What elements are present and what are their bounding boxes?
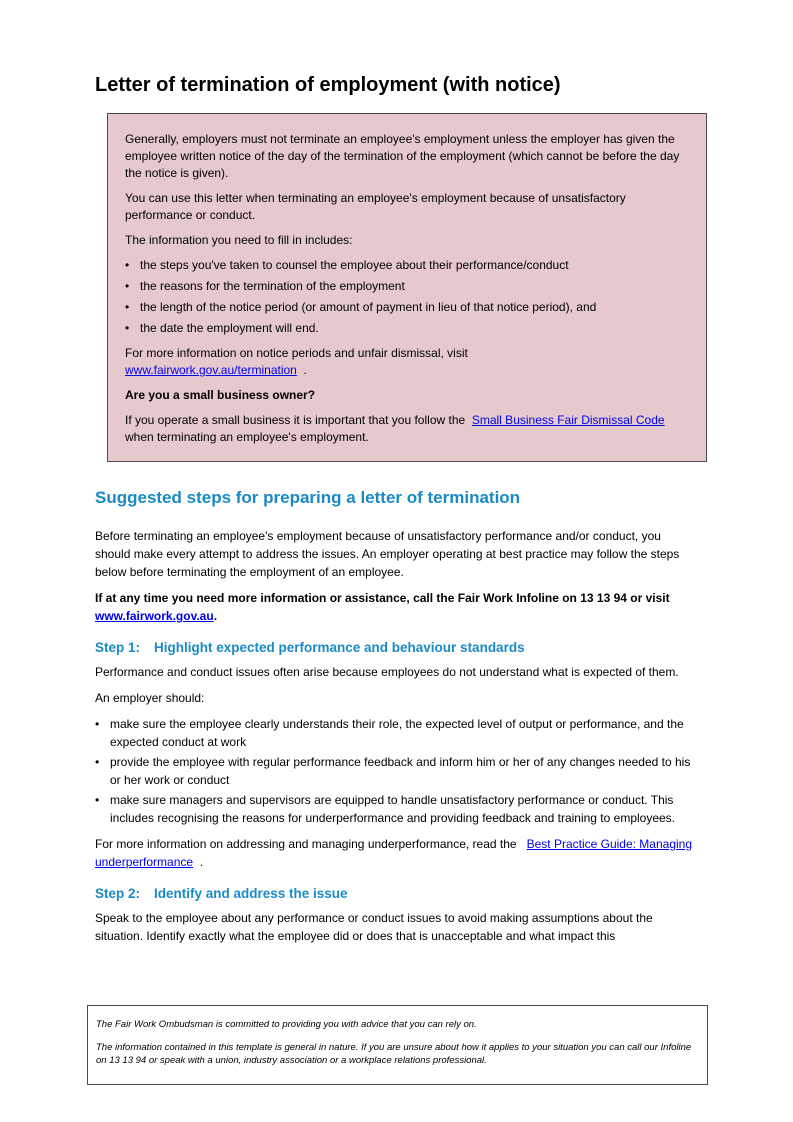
infoline-paragraph (95, 589, 693, 625)
info-paragraph: You can use this letter when terminating an employee's employment because of unsatisfactory performance or conduct. (125, 191, 626, 222)
small-business-code-link[interactable]: Small Business Fair Dismissal Code (471, 413, 665, 427)
list-item: • the length of the notice period (or amount of payment in lieu of that notice period), and (125, 299, 690, 316)
step-2-number: Step 2: (95, 886, 141, 901)
list-item: • the date the employment will end. (125, 320, 690, 337)
step-1-more-paragraph (95, 835, 693, 871)
more-info-text: For more information on notice periods and unfair dismissal, visit (125, 346, 468, 360)
section-heading: Suggested steps for preparing a letter of termination (95, 488, 521, 507)
step-2-paragraph: Speak to the employee about any performance or conduct issues to avoid making assumptions about the situation. Identify exactly what the employee did or does that is unacceptable and what impact this (95, 911, 653, 943)
step-1-paragraph: An employer should: (95, 691, 205, 705)
small-business-paragraph (125, 412, 690, 446)
step-1-paragraph: Performance and conduct issues often arise because employees do not understand what is expected of them. (95, 665, 679, 679)
infoline-end: . (213, 609, 218, 623)
info-paragraph: The information you need to fill in includes: (125, 233, 353, 247)
footer-line: The Fair Work Ombudsman is committed to providing you with advice that you can rely on. (96, 1019, 477, 1030)
page-title: Letter of termination of employment (with notice) (95, 74, 561, 96)
main-content (95, 485, 693, 953)
infoline-text: If at any time you need more information or assistance, call the Fair Work Infoline on 13 13 94 or visit (95, 591, 670, 605)
more-info-paragraph (125, 345, 690, 379)
step-1-more-text: For more information on addressing and managing underperformance, read the (95, 837, 517, 851)
fairwork-link[interactable]: www.fairwork.gov.au (95, 609, 214, 623)
list-item: • make sure managers and supervisors are equipped to handle unsatisfactory performance or conduct. This includes recognising the reasons for underperformance and providing feedback and training to employees. (95, 791, 693, 827)
termination-link[interactable]: www.fairwork.gov.au/termination (125, 363, 297, 377)
small-business-end: when terminating an employee's employment. (125, 430, 369, 444)
step-2-heading (95, 885, 693, 903)
list-item: • make sure the employee clearly understands their role, the expected level of output or performance, and the expected conduct at work (95, 715, 693, 751)
small-business-heading: Are you a small business owner? (125, 388, 316, 402)
list-item: • the steps you've taken to counsel the employee about their performance/conduct (125, 257, 690, 274)
intro-paragraph: Before terminating an employee's employment because of unsatisfactory performance and/or conduct, you should make every attempt to address the issues. An employer operating at best practice may follow the steps below before terminating the employment of an employee. (95, 529, 680, 579)
step-1-bullet-list (95, 715, 693, 827)
step-1-heading (95, 639, 693, 657)
list-item: • provide the employee with regular performance feedback and inform him or her of any changes needed to his or her work or conduct (95, 753, 693, 789)
best-practice-guide-link[interactable]: Best Practice Guide: Managing underperformance (95, 837, 693, 869)
info-box (107, 113, 707, 462)
list-item: • the reasons for the termination of the employment (125, 278, 690, 295)
small-business-text: If you operate a small business it is important that you follow the (125, 413, 466, 427)
info-paragraph: Generally, employers must not terminate an employee's employment unless the employer has given the employee written notice of the day of the termination of the employment (which cannot be before the day the notice is given). (125, 132, 680, 180)
more-info-end: . (303, 363, 307, 377)
footer-line: The information contained in this template is general in nature. If you are unsure about how it applies to your situation you can call our Infoline on 13 13 94 or speak with a union, industry association or a workplace relations professional. (96, 1042, 692, 1066)
step-2-title: Identify and address the issue (154, 886, 348, 901)
step-1-more-end: . (199, 855, 204, 869)
footer-disclaimer (87, 1005, 708, 1085)
info-bullet-list (125, 257, 690, 337)
step-1-number: Step 1: (95, 640, 141, 655)
step-1-title: Highlight expected performance and behaviour standards (154, 640, 525, 655)
